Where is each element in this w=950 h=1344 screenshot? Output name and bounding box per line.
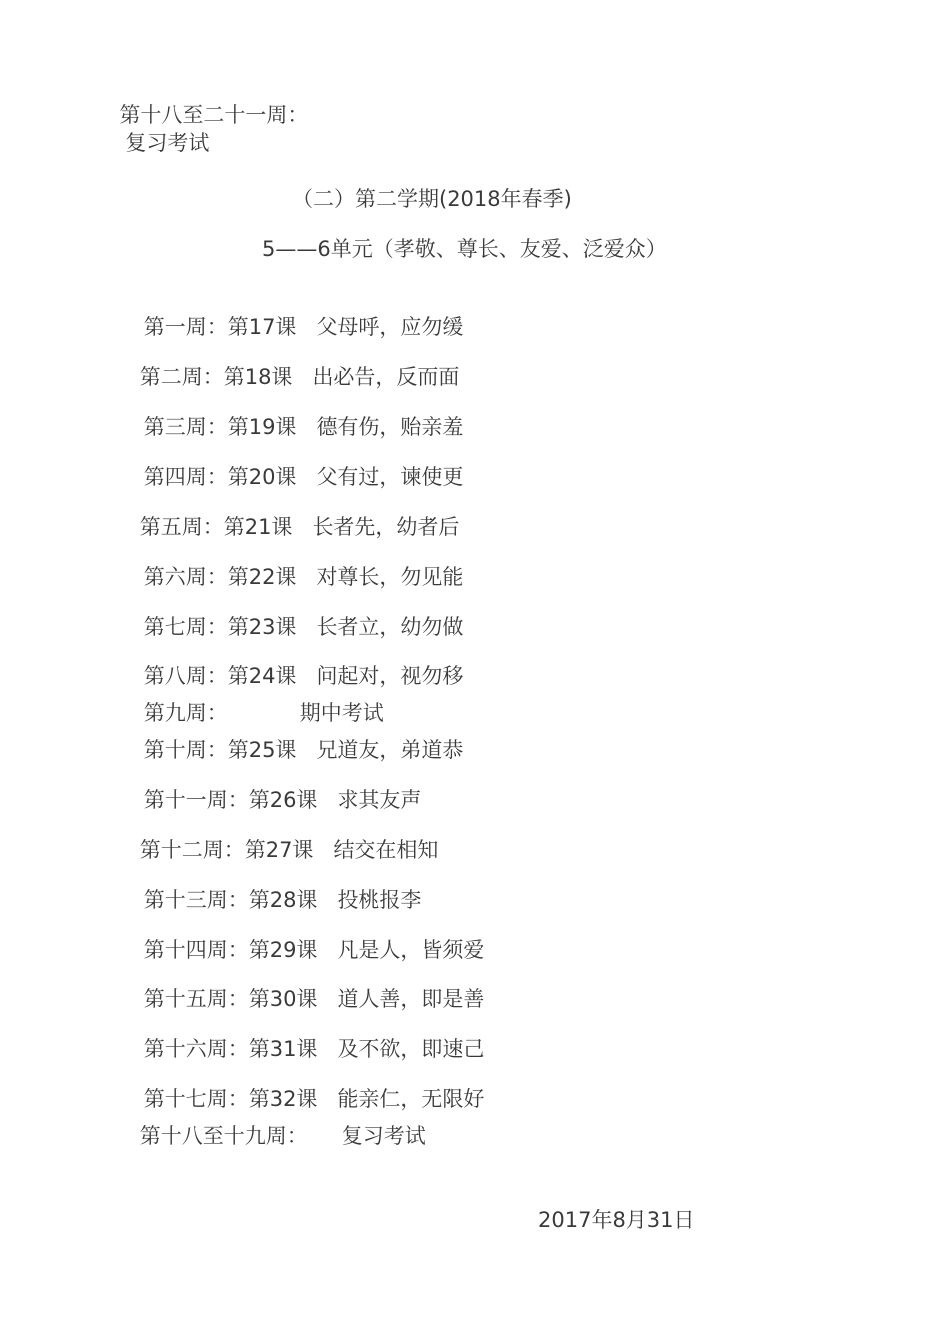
schedule-row: [113, 1094, 426, 1178]
lesson-label: 第27课: [244, 838, 314, 862]
lesson-label: 第31课: [248, 1037, 318, 1061]
lesson-content: 父母呼，应勿缓: [316, 315, 464, 339]
lesson-label: 第20课: [227, 465, 297, 489]
lesson-label: 第28课: [248, 888, 318, 912]
lesson-content: 对尊长，勿见能: [316, 565, 464, 589]
week-label: 第十一周：: [143, 788, 249, 812]
week-label: 第十四周：: [143, 938, 249, 962]
lesson-content: 父有过，谏使更: [316, 465, 464, 489]
week-label: 第二周：: [139, 365, 224, 389]
lesson-label: 第32课: [248, 1087, 318, 1111]
week-label: 第三周：: [143, 415, 228, 439]
lesson-content: 能亲仁，无限好: [337, 1087, 485, 1111]
lesson-label: 第24课: [227, 664, 297, 688]
week-label: 第十八至十九周：: [139, 1124, 308, 1148]
top-line: [106, 73, 308, 157]
week-label: 第十三周：: [143, 888, 249, 912]
lesson-content: 长者先，幼者后: [312, 515, 460, 539]
week-label: 第一周：: [143, 315, 228, 339]
lesson-label: 第21课: [223, 515, 293, 539]
lesson-label: 第17课: [227, 315, 297, 339]
lesson-content: 结交在相知: [333, 838, 439, 862]
lesson-content: 投桃报李: [337, 888, 422, 912]
semester-title: （二）第二学期(2018年春季): [292, 187, 572, 211]
lesson-content: 及不欲，即速己: [337, 1037, 485, 1061]
lesson-label: 第19课: [227, 415, 297, 439]
week-label: 第十二周：: [139, 838, 245, 862]
lesson-label: 第29课: [248, 938, 318, 962]
week-label: 第九周：: [143, 701, 228, 725]
week-label: 第十五周：: [143, 987, 249, 1011]
week-label: 第八周：: [143, 664, 228, 688]
top-line-text: 复习考试: [125, 131, 210, 155]
week-label: 第十六周：: [143, 1037, 249, 1061]
top-line-week: 第十八至二十一周：: [119, 103, 309, 127]
lesson-content: 德有伤，贻亲羞: [316, 415, 464, 439]
week-label: 第五周：: [139, 515, 224, 539]
lesson-label: 第23课: [227, 615, 297, 639]
week-label: 第十七周：: [143, 1087, 249, 1111]
lesson-content: 道人善，即是善: [337, 987, 485, 1011]
lesson-content: 长者立，幼勿做: [316, 615, 464, 639]
lesson-content: 兄道友，弟道恭: [316, 738, 464, 762]
lesson-content: 求其友声: [337, 788, 422, 812]
lesson-label: 第18课: [223, 365, 293, 389]
lesson-content: 问起对，视勿移: [316, 664, 464, 688]
lesson-label: 第26课: [248, 788, 318, 812]
lesson-content: 出必告，反而面: [312, 365, 460, 389]
unit-title: 5——6单元（孝敬、尊长、友爱、泛爱众）: [262, 237, 667, 261]
week-label: 第十周：: [143, 738, 228, 762]
lesson-label: 第25课: [227, 738, 297, 762]
document-date: 2017年8月31日: [538, 1208, 695, 1232]
lesson-label: 第22课: [227, 565, 297, 589]
lesson-content: 凡是人，皆须爱: [337, 938, 485, 962]
week-label: 第七周：: [143, 615, 228, 639]
lesson-content: 期中考试: [299, 701, 384, 725]
lesson-content: 复习考试: [341, 1124, 426, 1148]
lesson-label: 第30课: [248, 987, 318, 1011]
week-label: 第四周：: [143, 465, 228, 489]
week-label: 第六周：: [143, 565, 228, 589]
